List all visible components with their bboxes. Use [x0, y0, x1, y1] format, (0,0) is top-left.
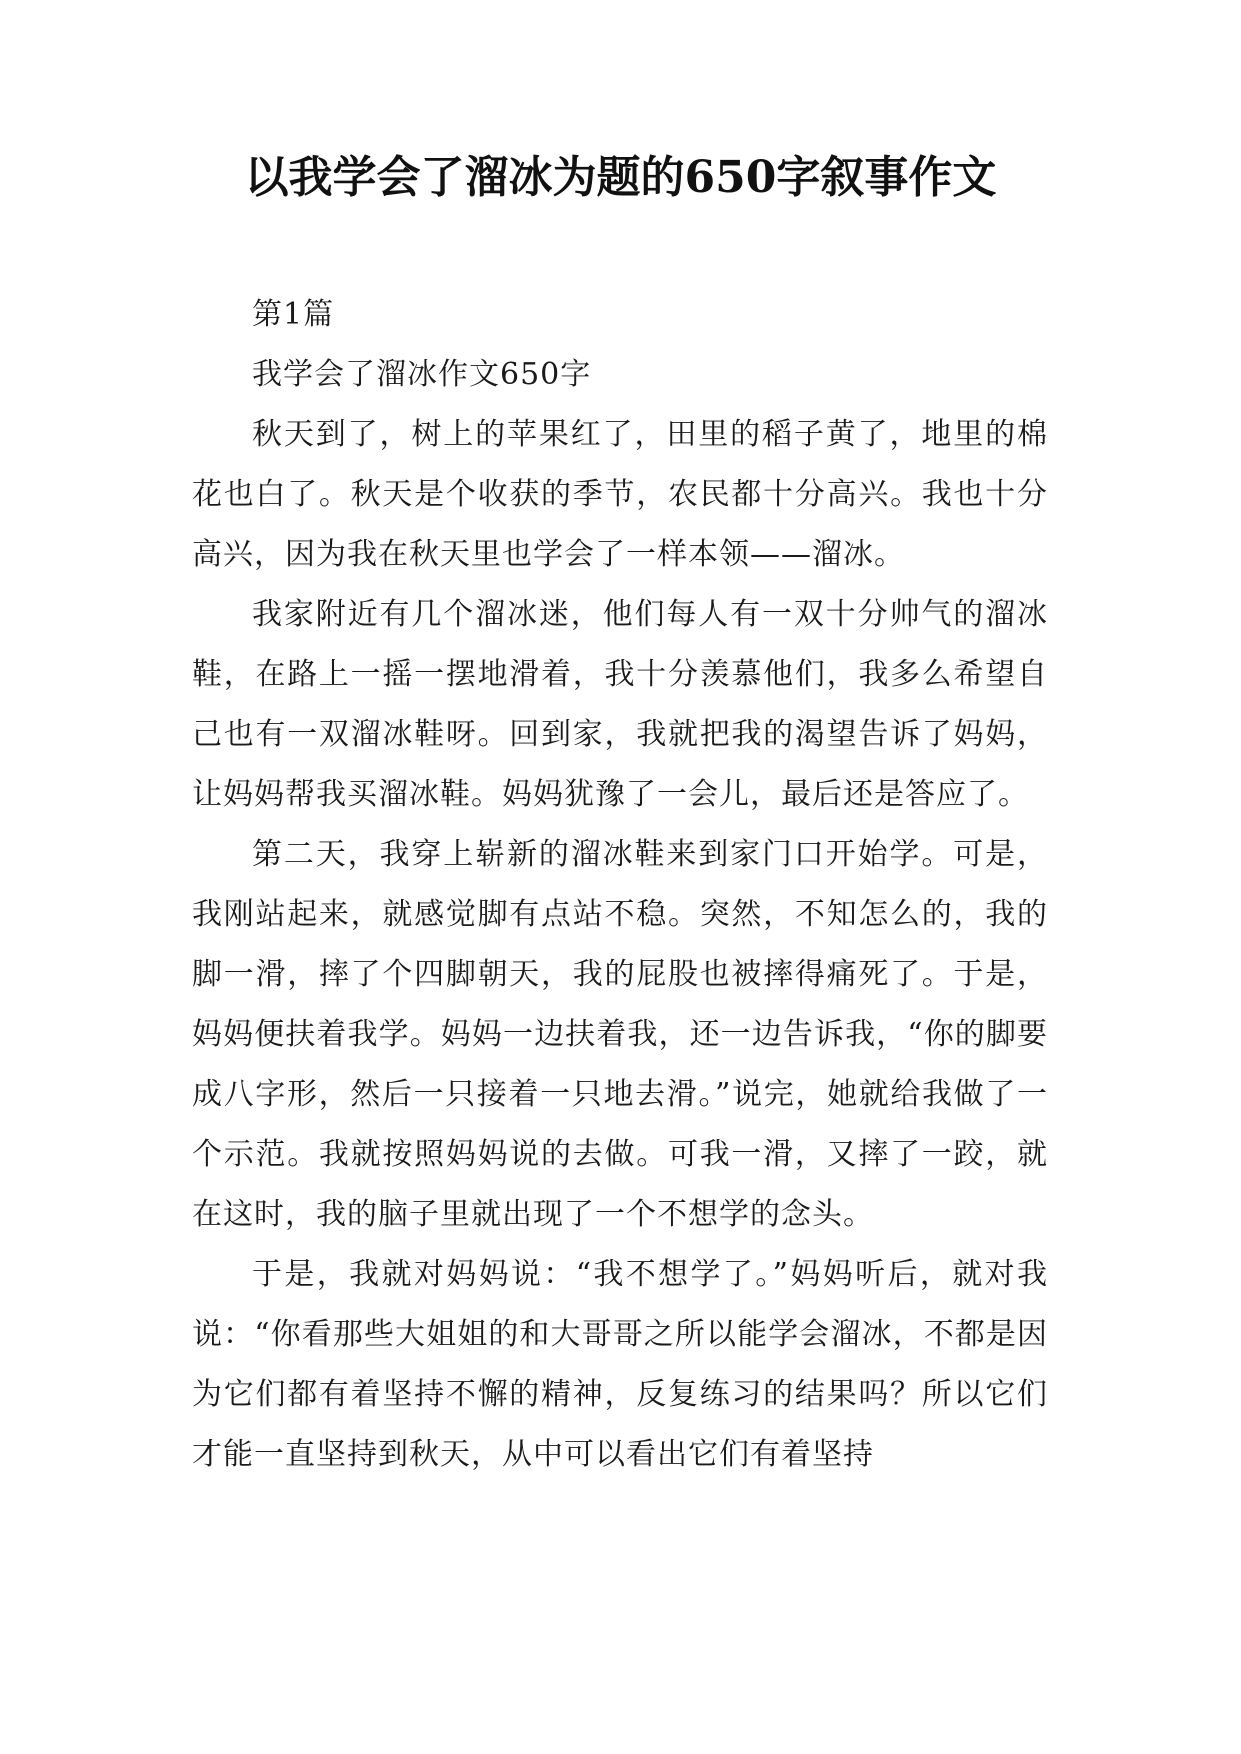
paragraph: 第二天，我穿上崭新的溜冰鞋来到家门口开始学。可是，我刚站起来，就感觉脚有点站不稳。突然，不知怎么的，我的脚一滑，摔了个四脚朝天，我的屁股也被摔得痛死了。于是，妈妈便扶着我学。妈妈一边扶着我，还一边告诉我，“你的脚要成八字形，然后一只接着一只地去滑。”说完，她就给我做了一个示范。我就按照妈妈说的去做。可我一滑，又摔了一跤，就在这时，我的脑子里就出现了一个不想学的念头。	[192, 837, 1048, 1232]
paragraph: 于是，我就对妈妈说：“我不想学了。”妈妈听后，就对我说：“你看那些大姐姐的和大哥哥之所以能学会溜冰，不都是因为它们都有着坚持不懈的精神，反复练习的结果吗？所以它们才能一直坚持到秋天，从中可以看出它们有着坚持	[192, 1257, 1048, 1472]
document-body	[192, 285, 1048, 1485]
document-title: 以我学会了溜冰为题的650字叙事作文	[244, 152, 997, 203]
section-label: 第1篇	[252, 297, 335, 332]
paragraph: 秋天到了，树上的苹果红了，田里的稻子黄了，地里的棉花也白了。秋天是个收获的季节，农民都十分高兴。我也十分高兴，因为我在秋天里也学会了一样本领——溜冰。	[192, 417, 1048, 572]
article-subtitle: 我学会了溜冰作文650字	[252, 357, 592, 392]
paragraph: 我家附近有几个溜冰迷，他们每人有一双十分帅气的溜冰鞋，在路上一摇一摆地滑着，我十分羡慕他们，我多么希望自己也有一双溜冰鞋呀。回到家，我就把我的渴望告诉了妈妈，让妈妈帮我买溜冰鞋。妈妈犹豫了一会儿，最后还是答应了。	[192, 597, 1048, 812]
